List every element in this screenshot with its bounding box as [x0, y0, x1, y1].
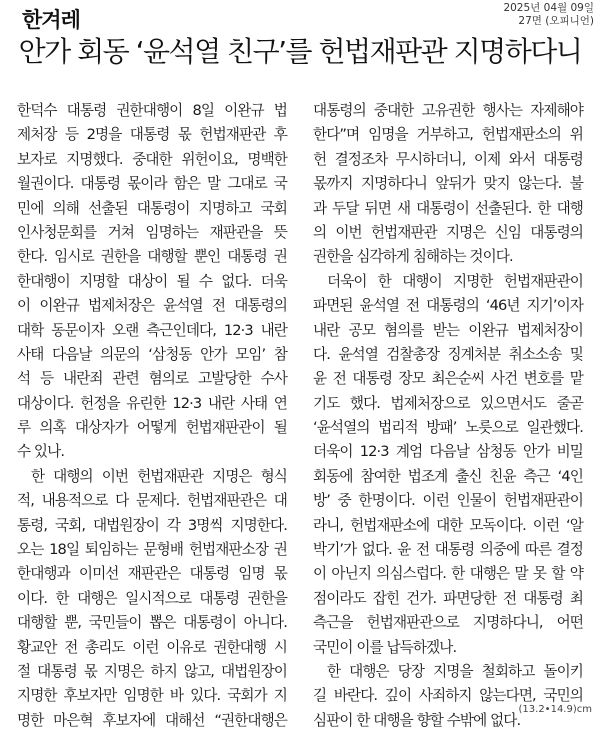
article-text-line: 절 대통령 몫 지명은 하지 않고, 대법원장이 — [17, 662, 287, 680]
article-text-line: 측근을 헌법재판관으로 지명하다니, 어떤 — [313, 614, 583, 632]
article-text-line: 권한을 심각하게 침해하는 것이다. — [313, 248, 513, 266]
article-text-line: 기도 했다. 법제처장으로 있으면서도 줄곧 — [313, 394, 583, 412]
article-text-line: 이다. 한 대행은 일시적으로 대통령 권한을 — [17, 589, 287, 607]
article-text-line: 라니, 헌법재판소에 대한 모독이다. 이런 ‘알 — [313, 516, 583, 534]
article-headline: 안가 회동 ‘윤석열 친구’를 헌법재판관 지명하다니 — [18, 35, 582, 68]
article-text-line: 대행할 뿐, 국민들이 뽑은 대통령이 아니다. — [17, 614, 287, 632]
article-text-line: 대통령의 중대한 고유권한 행사는 자제해야 — [313, 102, 583, 119]
article-text-line: 월권이다. 대통령 몫이라 함은 말 그대로 국 — [17, 175, 287, 193]
article-text-line: 대학 동문이자 오랜 측근인데다, 12·3 내란 — [17, 321, 287, 339]
article-text-line: 사태 다음날 의문의 ‘삼청동 안가 모임’ 참 — [17, 345, 287, 363]
article-text-line: 한대행이 지명할 대상이 될 수 없다. 더욱 — [17, 272, 287, 290]
article-text-line: 이 아닌지 의심스럽다. 한 대행은 말 못 할 약 — [313, 565, 583, 583]
article-text-line: 한대행과 이미선 재판관은 대통령 임명 몫 — [17, 565, 287, 583]
article-text-line: 지명한 후보자만 임명한 바 있다. 국회가 지 — [17, 687, 287, 705]
publication-meta — [503, 2, 594, 28]
article-text-line: 의 이번 헌법재판관 지명은 신임 대통령의 — [313, 223, 583, 241]
article-text-line: 길 바란다. 깊이 사죄하지 않는다면, 국민의 — [313, 687, 583, 705]
article-text-line: 적, 내용적으로 다 문제다. 헌법재판관은 대 — [17, 492, 287, 510]
article-text-line: 보자로 지명했다. 중대한 위헌이요, 명백한 — [17, 150, 287, 168]
publication-date: 2025년 04월 09일 — [503, 2, 594, 14]
article-size-note: (13.2•14.9)cm — [518, 704, 592, 715]
article-text-line: 명한 마은혁 후보자에 대해선 “권한대행은 — [17, 711, 287, 729]
article-text-line: 한 대행의 이번 헌법재판관 지명은 형식 — [31, 467, 287, 485]
article-text-line: 과 두달 뒤면 새 대통령이 선출된다. 한 대행 — [313, 199, 583, 217]
article-text-line: 박기’가 없다. 윤 전 대통령 의중에 따른 결정 — [313, 541, 583, 559]
article-text-line: 심판이 한 대행을 향할 수밖에 없다. — [313, 711, 521, 729]
article-text-line: 다. 윤석열 검찰총장 징계처분 취소소송 및 — [313, 345, 583, 363]
article-text-line: 윤 전 대통령 장모 최은순씨 사건 변호를 맡 — [313, 370, 583, 388]
article-text-line: 오는 18일 퇴임하는 문형배 헌법재판소장 권 — [17, 541, 287, 559]
article-text-line: 석 등 내란죄 관련 혐의로 고발당한 수사 — [17, 370, 287, 388]
article-text-line: 통령, 국회, 대법원장이 각 3명씩 지명한다. — [17, 516, 287, 534]
article-text-line: 한다. 임시로 권한을 대행할 뿐인 대통령 권 — [17, 248, 287, 266]
article-text-line: 내란 공모 혐의를 받는 이완규 법제처장이 — [313, 321, 583, 339]
article-text-line: 수 있나. — [17, 443, 65, 461]
article-text-line: 파면된 윤석열 전 대통령의 ‘46년 지기’이자 — [313, 297, 583, 315]
article-text-line: 인사청문회를 거쳐 임명하는 재판관을 뜻 — [17, 223, 287, 241]
article-text-line: 민에 의해 선출된 대통령이 지명하고 국회 — [17, 199, 287, 217]
article-text-line: 점이라도 잡힌 건가. 파면당한 전 대통령 최 — [313, 589, 583, 607]
newspaper-masthead-logo: 한겨레 — [22, 8, 80, 32]
article-text-line: 대상이다. 헌정을 유린한 12·3 내란 사태 연 — [17, 394, 287, 412]
article-text-line: 더욱이 한 대행이 지명한 헌법재판관이 — [327, 272, 583, 290]
article-text-line: 방’ 중 한명이다. 이런 인물이 헌법재판관이 — [313, 492, 583, 510]
page-section: 27면 (오피니언) — [518, 15, 594, 27]
article-text-line: 헌 결정조차 무시하더니, 이제 와서 대통령 — [313, 150, 583, 168]
article-column-right — [313, 99, 583, 733]
article-text-line: 더욱이 12·3 계엄 다음날 삼청동 안가 비밀 — [313, 443, 583, 461]
article-text-line: 황교안 전 총리도 이런 이유로 권한대행 시 — [17, 638, 287, 656]
article-text-line: 제처장 등 2명을 대통령 몫 헌법재판관 후 — [17, 126, 287, 144]
article-text-line: 한다”며 임명을 거부하고, 헌법재판소의 위 — [313, 126, 583, 144]
article-column-left — [17, 99, 287, 733]
article-text-line: 이 이완규 법제처장은 윤석열 전 대통령의 — [17, 297, 287, 315]
article-text-line: 한 대행은 당장 지명을 철회하고 돌이키 — [327, 662, 583, 680]
article-text-line: 한덕수 대통령 권한대행이 8일 이완규 법 — [17, 102, 287, 119]
article-text-line: 루 의혹 대상자가 어떻게 헌법재판관이 될 — [17, 419, 287, 437]
article-text-line: 국민이 이를 납득하겠나. — [313, 638, 457, 656]
article-text-line: 몫까지 지명하다니 앞뒤가 맞지 않는다. 불 — [313, 175, 583, 193]
article-text-line: 회동에 참여한 법조계 출신 친윤 측근 ‘4인 — [313, 467, 583, 485]
article-text-line: ‘윤석열의 법리적 방패’ 노릇으로 일관했다. — [313, 419, 583, 437]
